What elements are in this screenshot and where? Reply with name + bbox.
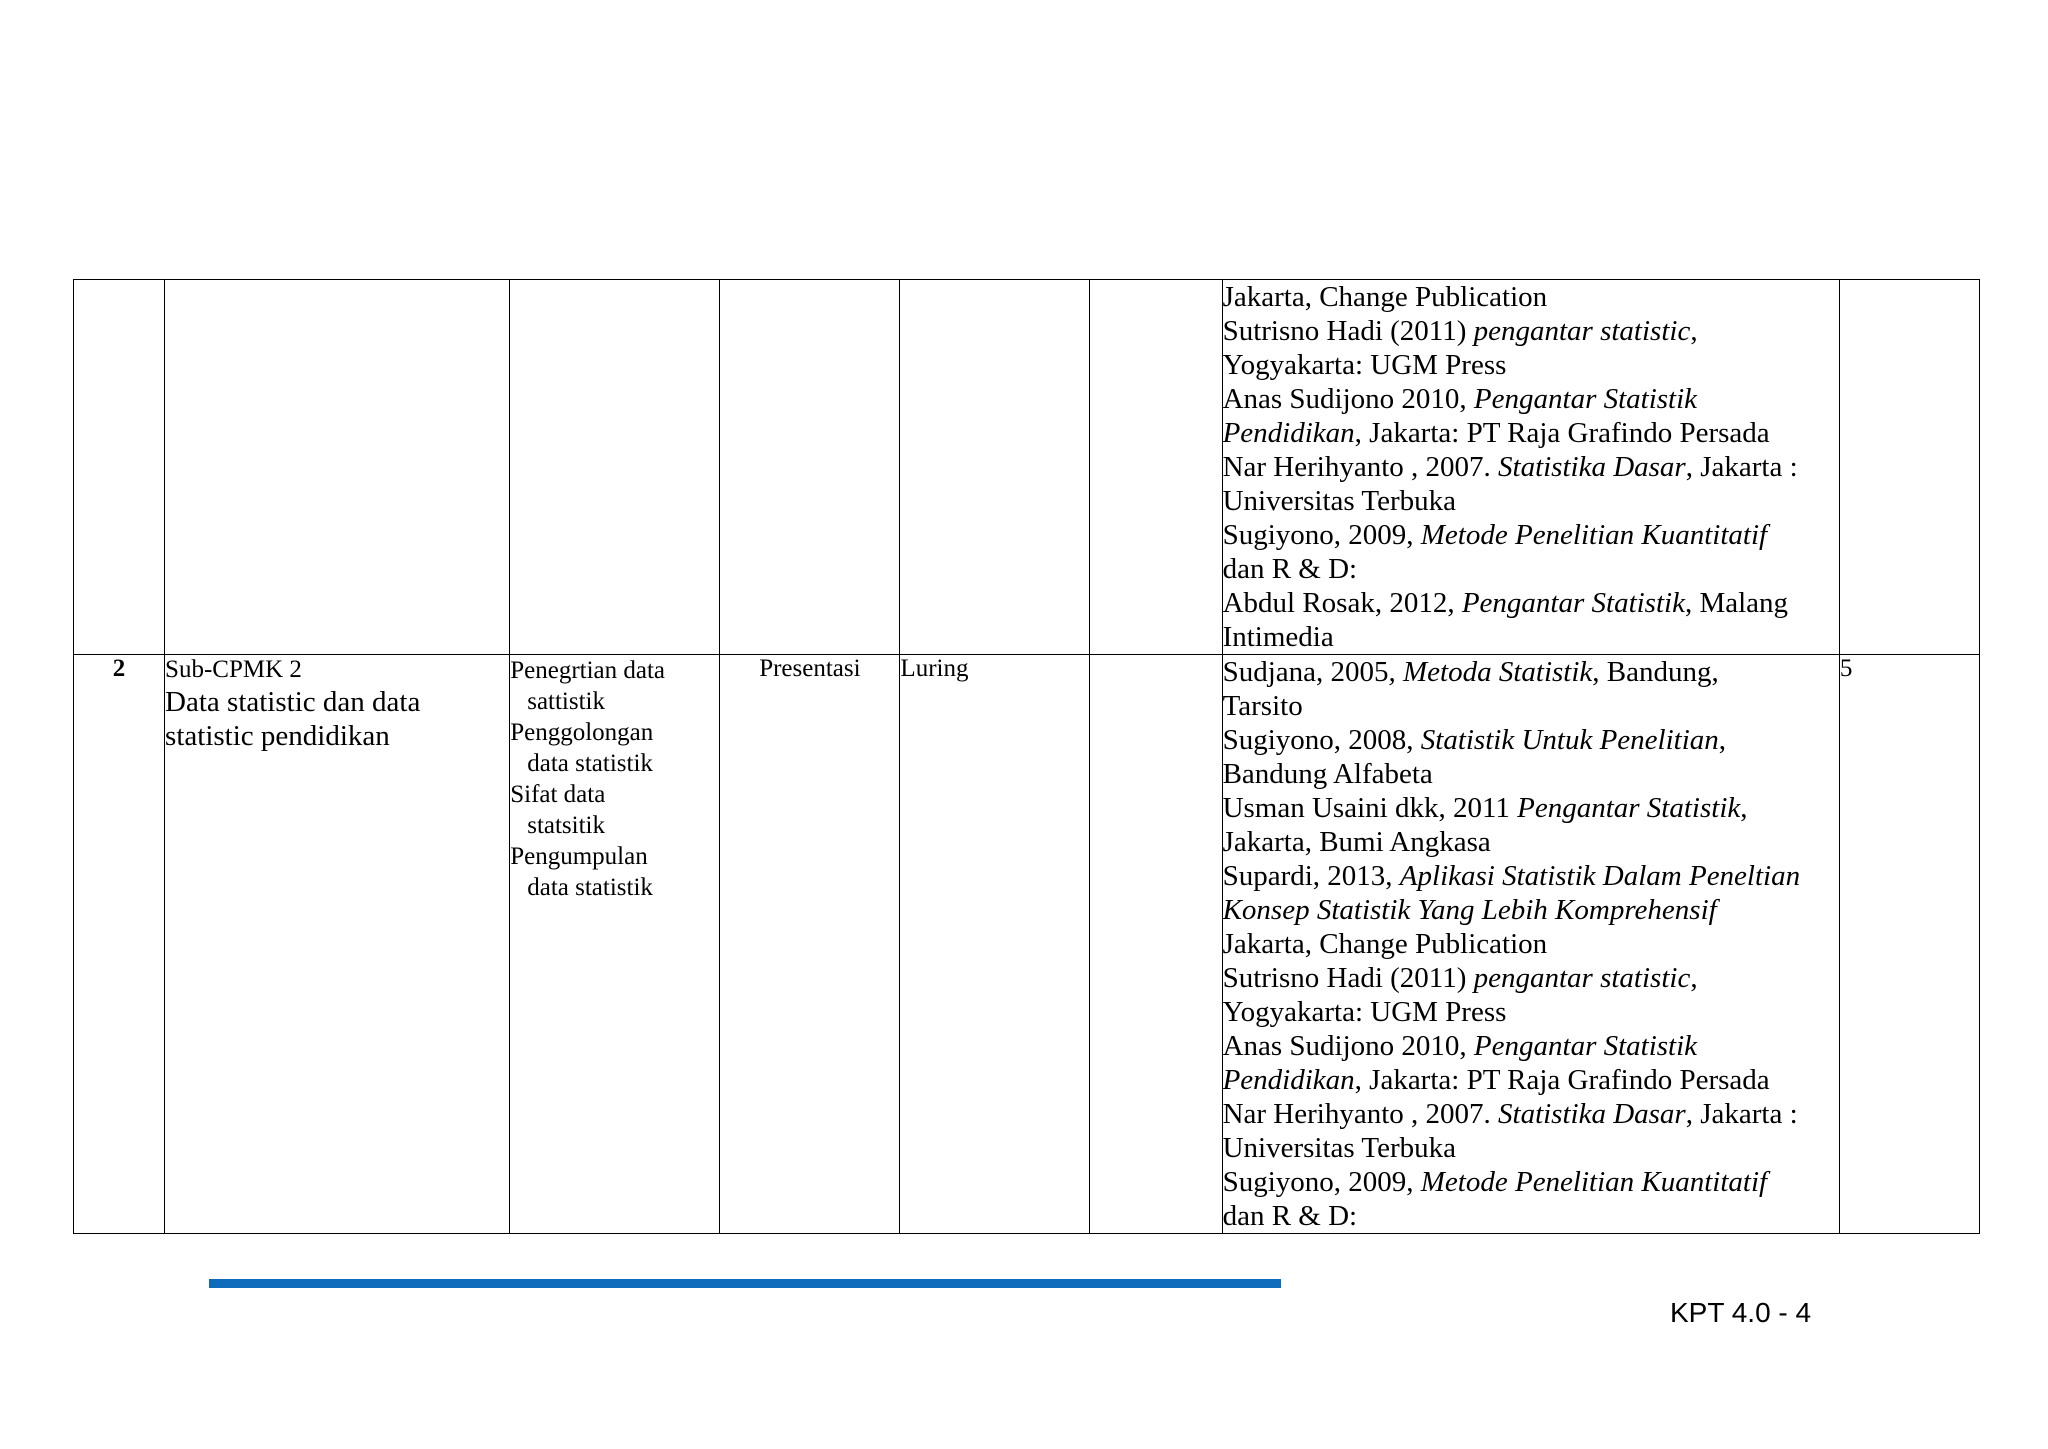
reference-line: Bandung Alfabeta [1222,758,1433,790]
cell-mode: Luring [900,655,1089,1234]
topic-item [510,841,719,903]
reference-line: Abdul Rosak, 2012, Pengantar Statistik, Malang [1222,587,1789,619]
reference-line: Universitas Terbuka [1222,1132,1456,1164]
cell-weight: 5 [1839,655,1979,1234]
topic-line: Pengumpulan [510,843,648,870]
reference-line: Supardi, 2013, Aplikasi Statistik Dalam Peneltian [1222,860,1801,892]
reference-line: Universitas Terbuka [1222,485,1456,517]
reference-line: Sugiyono, 2009, Metode Penelitian Kuantitatif [1222,519,1768,551]
reference-line: Anas Sudijono 2010, Pengantar Statistik [1222,1030,1698,1062]
reference-line: Yogyakarta: UGM Press [1222,349,1507,381]
sub-cpmk-title [165,685,509,753]
page-label: KPT 4.0 - 4 [1670,1297,1812,1328]
reference-line: dan R & D: [1222,1200,1358,1232]
topic-line: Sifat data [510,781,606,808]
cell-references [1222,280,1839,655]
reference-line: Anas Sudijono 2010, Pengantar Statistik [1222,383,1698,415]
topic-line: Penggolongan [510,719,654,746]
reference-line: Sudjana, 2005, Metoda Statistik, Bandung, [1222,656,1719,688]
topic-item [510,717,719,779]
reference-line: Sugiyono, 2009, Metode Penelitian Kuantitatif [1222,1166,1768,1198]
reference-line: Jakarta, Change Publication [1222,928,1548,960]
table-row-continued [74,280,1980,655]
reference-line: Yogyakarta: UGM Press [1222,996,1507,1028]
reference-line: Tarsito [1222,690,1303,722]
cell-topics [510,655,720,1234]
cell-empty [1089,280,1222,655]
cell-empty [1089,655,1222,1234]
reference-list [1223,655,1839,1233]
reference-line: Sutrisno Hadi (2011) pengantar statistic, [1222,962,1698,994]
topic-item [510,655,719,717]
topic-item [510,779,719,841]
sub-cpmk-title-line: statistic pendidikan [165,720,390,752]
sub-cpmk-code: Sub-CPMK 2 [165,656,302,683]
reference-line: Jakarta, Bumi Angkasa [1222,826,1491,858]
course-plan-table [73,279,1980,1234]
topic-line: statsitik [527,812,606,839]
reference-line: Jakarta, Change Publication [1222,281,1548,313]
reference-line: Sugiyono, 2008, Statistik Untuk Penelitian, [1222,724,1727,756]
cell-sub-cpmk [165,655,510,1234]
cell-sub-cpmk [165,280,510,655]
reference-line: Nar Herihyanto , 2007. Statistika Dasar, Jakarta : [1222,1098,1798,1130]
topic-line: data statistik [527,874,653,901]
row-number: 2 [74,655,165,1234]
reference-line: Sutrisno Hadi (2011) pengantar statistic, [1222,315,1698,347]
footer-accent-bar [209,1279,1281,1288]
cell-topics [510,280,720,655]
reference-line: Usman Usaini dkk, 2011 Pengantar Statistik, [1222,792,1748,824]
cell-method [720,280,900,655]
reference-line: Konsep Statistik Yang Lebih Komprehensif [1222,894,1717,926]
topic-line: Penegrtian data [510,657,666,684]
reference-line: Pendidikan, Jakarta: PT Raja Grafindo Persada [1222,1064,1770,1096]
cell-weight [1839,280,1979,655]
reference-line: Intimedia [1222,621,1334,653]
table-row-2 [74,655,1980,1234]
topic-line: data statistik [527,750,653,777]
topic-line: sattistik [527,688,606,715]
cell-references [1222,655,1839,1234]
reference-list [1223,280,1839,654]
reference-line: Nar Herihyanto , 2007. Statistika Dasar, Jakarta : [1222,451,1798,483]
cell-mode [900,280,1089,655]
cell-method: Presentasi [720,655,900,1234]
cell-number [74,280,165,655]
reference-line: dan R & D: [1222,553,1358,585]
sub-cpmk-title-line: Data statistic dan data [165,686,421,718]
reference-line: Pendidikan, Jakarta: PT Raja Grafindo Persada [1222,417,1770,449]
